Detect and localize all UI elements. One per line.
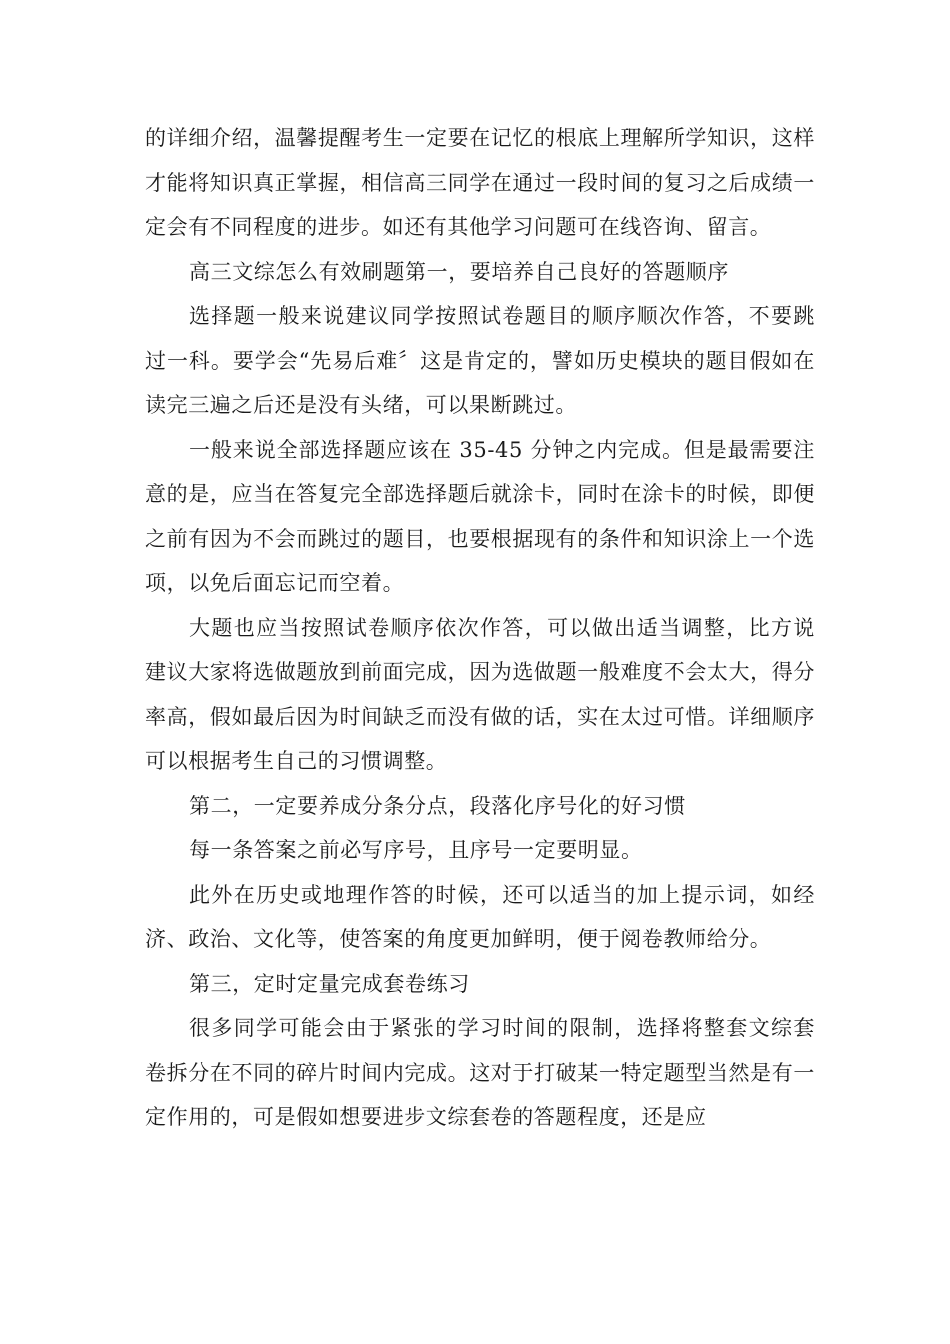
paragraph-10: 很多同学可能会由于紧张的学习时间的限制，选择将整套文综套卷拆分在不同的碎片时间内完成。这对于打破某一特定题型当然是有一定作用的，可是假如想要进步文综套卷的答题程度，还是应 bbox=[145, 1016, 815, 1129]
paragraph-9: 第三，定时定量完成套卷练习 bbox=[189, 971, 470, 996]
paragraph-6: 第二，一定要养成分条分点，段落化序号化的好习惯 bbox=[189, 793, 686, 818]
document-body bbox=[145, 116, 815, 1140]
paragraph-7: 每一条答案之前必写序号，且序号一定要明显。 bbox=[189, 838, 643, 862]
paragraph-1: 的详细介绍，温馨提醒考生一定要在记忆的根底上理解所学知识，这样才能将知识真正掌握，相信高三同学在通过一段时间的复习之后成绩一定会有不同程度的进步。如还有其他学习问题可在线咨询、留言。 bbox=[145, 126, 815, 239]
paragraph-5: 大题也应当按照试卷顺序依次作答，可以做出适当调整，比方说建议大家将选做题放到前面完成，因为选做题一般难度不会太大，得分率高，假如最后因为时间缺乏而没有做的话，实在太过可惜。详细顺序可以根据考生自己的习惯调整。 bbox=[145, 615, 815, 773]
paragraph-2: 高三文综怎么有效刷题第一，要培养自己良好的答题顺序 bbox=[189, 259, 729, 284]
paragraph-4: 一般来说全部选择题应该在 35-45 分钟之内完成。但是最需要注意的是，应当在答复完全部选择题后就涂卡，同时在涂卡的时候，即便之前有因为不会而跳过的题目，也要根据现有的条件和知识涂上一个选项，以免后面忘记而空着。 bbox=[145, 437, 815, 595]
paragraph-3: 选择题一般来说建议同学按照试卷题目的顺序顺次作答，不要跳过一科。要学会“先易后难〞这是肯定的，譬如历史模块的题目假如在读完三遍之后还是没有头绪，可以果断跳过。 bbox=[145, 304, 815, 417]
paragraph-8: 此外在历史或地理作答的时候，还可以适当的加上提示词，如经济、政治、文化等，使答案的角度更加鲜明，便于阅卷教师给分。 bbox=[145, 882, 815, 951]
